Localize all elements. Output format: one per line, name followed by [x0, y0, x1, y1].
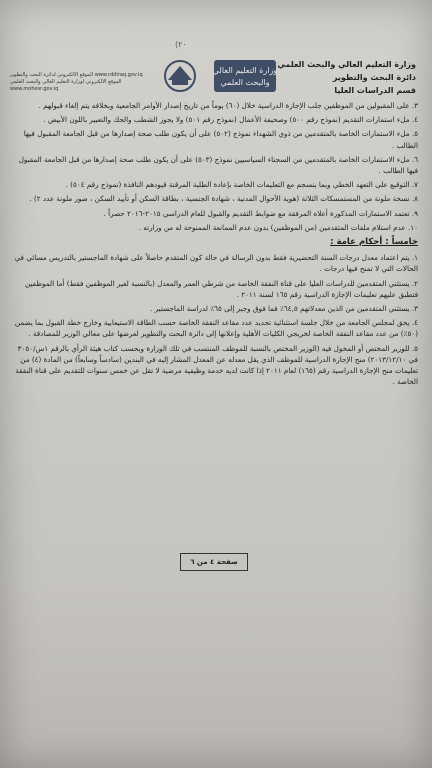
ministry-logo [150, 58, 278, 94]
list-item: ٤. ملء استمارات التقديم (نموذج رقم ٥٠٠) وصحيفة الأعمال (نموذج رقم ٥٠١) ولا يجوز الشطب والحك والتعبير باللون الأبيض . [43, 115, 418, 125]
page-marker: (٢٠ [175, 40, 187, 49]
page-number-box: صفحة ٤ من ٦ [180, 553, 248, 571]
document-body [14, 100, 418, 390]
general-item: ١. يتم اعتماد معدل درجات السنة التحضيرية فقط بدون الرسالة في حالة كون المتقدم حاصلاً على شهادة الماجستير بالتدريس مسائي في الحالات التي لا تمنح فيها درجات . [14, 253, 418, 274]
general-item: ٢. يستثني المتقدمين للدراسات العليا على قناة النفقة الخاصة من شرطي العمر والمعدل (بالنسبة لغير الموظفين فقط) أما الموظفين فتطبق عليهم تعليمات الإجازة الدراسية رقم ١٦٥ لسنة ٢٠١١ . [25, 278, 418, 299]
list-item: ٦. ملء الاستمارات الخاصة بالمتقدمين من السجناء السياسيين نموذج (٥٠٣) على أن يكون طلب صحة إصدارها من قبل الجامعة المقبول فيها الطالب . [18, 154, 418, 176]
section-title: خامساً : أحكام عامة : [330, 237, 418, 248]
general-item: ٣. يستثني المتقدمين من الذين معدلاتهم ٦٤,٥٪ فما فوق وجبر إلى ٦٥٪ لدراسة الماجستير . [150, 304, 418, 314]
list-item: ١٠. عدم استلام ملفات المتقدمين (من الموظفين) بدون عدم الممانعة الممنوحة له من وزارته . [138, 222, 418, 232]
general-item: ٥. للوزير المختص أو المخول فيه (الوزير المختص بالنسبة للموظف المنتسب في تلك الوزارة وبحسب كتاب هيئة الرأي بالرقم ١س/٣٠٥٠ في ٢٠١٣/١٢/١٠) منح الإجازة الدراسية للموظف الذي يقل معدله عن المعدل المشار إليه في البندين (سادساً وسابعاً) من المادة (٤) من تعليمات منح الإجازة الدراسية رقم (١٦٥) لعام ٢٠١١ إذا كانت لديه خدمة وظيفية مرضية لا تقل عن خمس سنوات للتقديم على قناة النفقة الخاصة . [15, 343, 418, 387]
section-name: قسم الدراسات العليا [334, 86, 416, 95]
website-mohesr: الموقع الالكتروني لوزارة التعليم العالي والبحث العلمي www.mohesr.gov.iq [10, 79, 122, 92]
general-item: ٤. يحق لمجلس الجامعة من خلال جلسة استثنائية تحديد عدد مقاعد النفقة الخاصة حسب الطاقة الاستيعابية وخارج خطة القبول بما يضمن (٥٠٪) من عدد مقاعد النفقة الخاصة لخريجي الكليات الأهلية وإعلانها إلى دائرة البحث والتطوير لعرضها على معالي الوزير للمصادقة . [14, 318, 418, 339]
list-item: ٨. نسخة ملونة من المستمسكات الثلاثة (هوية الأحوال المدنية ، شهادة الجنسية ، بطاقة السكن أو تأييد السكن ، صور ملونة عدد ٢) . [29, 194, 418, 204]
ministry-name: وزارة التعليم العالي والبحث العلمي [277, 60, 416, 69]
website-rdd: الموقع الالكتروني لدائرة البحث والتطوير www.rddiraq.gov.iq [10, 72, 143, 78]
list-item: ٩. تعتمد الاستمارات المذكورة أعلاه المرفقة مع ضوابط التقديم والقبول للعام الدراسي ٢٠١٥-٢٠١٦ حصراً . [103, 208, 418, 218]
list-item: ٧. التوقيع على التعهد الخطي وبما ينسجم مع التعليمات الخاصة بإعادة الطلبة المرقنة قيودهم النافذة (نموذج رقم ٥٠٤) . [65, 180, 418, 190]
department-name: دائرة البحث والتطوير [332, 73, 416, 82]
list-item: ٣. على المقبولين من الموظفين جلب الإجازة الدراسية خلال (٦٠) يوماً من تاريخ إصدار الأوامر الجامعية وبخلافه يتم إلغاء قبولهم . [38, 101, 418, 110]
logo-text-2: والبحث العلمي [220, 78, 270, 87]
logo-text-1: وزارة التعليم العالي [212, 66, 278, 75]
list-item: ٥. ملء الاستمارات الخاصة بالمتقدمين من ذوي الشهداء نموذج (٥٠٢) على أن يكون طلب صحة إصدارها من قبل الجامعة المقبول فيها الطالب . [23, 129, 418, 150]
letterhead-right [266, 58, 416, 97]
letterhead-left [10, 72, 145, 93]
